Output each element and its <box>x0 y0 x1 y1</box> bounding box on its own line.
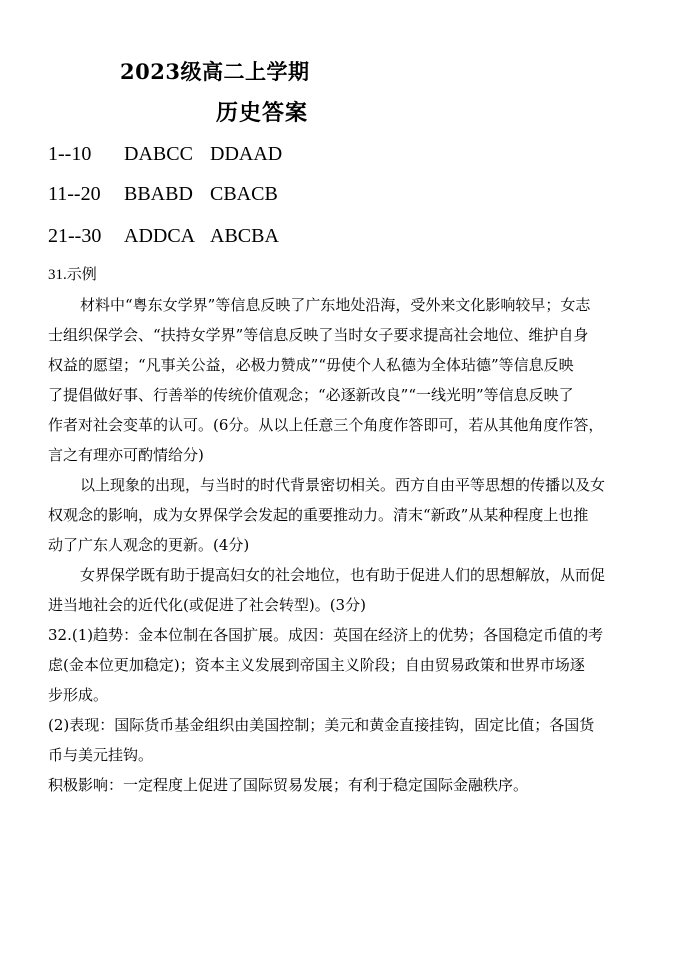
title-line-1: 2023级高二上学期 <box>120 59 310 84</box>
q32-part1-line: 虑(金本位更加稳定)；资本主义发展到帝国主义阶段；自由贸易政策和世界市场逐 <box>48 656 585 674</box>
q32-part2-line: (2)表现：国际货币基金组织由美国控制；美元和黄金直接挂钩，固定比值；各国货 <box>48 716 595 734</box>
q31-p2-line: 以上现象的出现，与当时的时代背景密切相关。西方自由平等思想的传播以及女 <box>80 476 606 494</box>
mc-range: 21--30 <box>48 225 102 247</box>
q31-p1-line: 士组织保学会、“扶持女学界”等信息反映了当时女子要求提高社会地位、维护自身 <box>48 326 589 344</box>
q31-p3-line: 进当地社会的近代化(或促进了社会转型)。(3分) <box>48 596 366 614</box>
q31-p1-line: 材料中“粤东女学界”等信息反映了广东地处沿海，受外来文化影响较早；女志 <box>80 296 591 314</box>
q31-p1-line: 作者对社会变革的认可。(6分。从以上任意三个角度作答即可，若从其他角度作答， <box>48 416 604 434</box>
mc-group-1: DABCC <box>124 143 193 165</box>
q31-p1-line: 言之有理亦可酌情给分) <box>48 446 204 464</box>
mc-answer-row <box>48 183 278 206</box>
q31-p1-line: 了提倡做好事、行善举的传统价值观念；“必逐新改良”“一线光明”等信息反映了 <box>48 386 574 404</box>
q31-p3-line: 女界保学既有助于提高妇女的社会地位，也有助于促进人们的思想解放，从而促 <box>80 566 606 584</box>
mc-group-1: BBABD <box>124 183 193 205</box>
mc-group-2: DDAAD <box>210 143 283 165</box>
q32-part3-line: 积极影响：一定程度上促进了国际贸易发展；有利于稳定国际金融秩序。 <box>48 776 529 794</box>
q32-part2-line: 币与美元挂钩。 <box>48 746 154 764</box>
q31-p2-line: 权观念的影响，成为女界保学会发起的重要推动力。清末“新政”从某种程度上也推 <box>48 506 589 524</box>
mc-group-2: ABCBA <box>210 225 279 247</box>
mc-group-1: ADDCA <box>124 225 196 247</box>
answer-body <box>48 260 658 800</box>
mc-group-2: CBACB <box>210 183 278 205</box>
mc-answer-row <box>48 225 279 248</box>
q32-part1-line: 步形成。 <box>48 686 109 704</box>
mc-range: 11--20 <box>48 183 101 205</box>
q31-p1-line: 权益的愿望；“凡事关公益，必极力赞成”“毋使个人私德为全体玷德”等信息反映 <box>48 356 574 374</box>
mc-answer-row <box>48 143 282 166</box>
title-line-2: 历史答案 <box>216 100 309 126</box>
mc-range: 1--10 <box>48 143 92 165</box>
q31-label: 31.示例 <box>48 267 97 283</box>
q31-p2-line: 动了广东人观念的更新。(4分) <box>48 536 250 554</box>
q32-part1-line: 32.(1)趋势：金本位制在各国扩展。成因：英国在经济上的优势；各国稳定币值的考 <box>48 626 604 644</box>
